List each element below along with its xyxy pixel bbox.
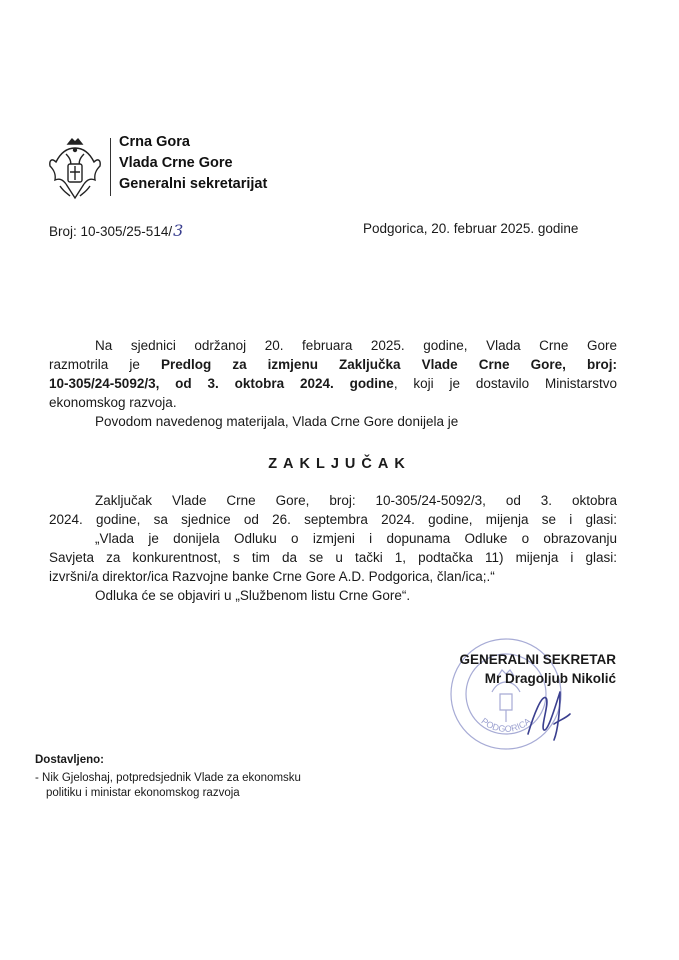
header-government: Vlada Crne Gore [119, 155, 233, 171]
header-country: Crna Gora [119, 134, 190, 150]
whereas-paragraph: Povodom navedenog materijala, Vlada Crne Gore donijela je [95, 414, 459, 429]
delivered-title: Dostavljeno: [35, 754, 105, 766]
decision-line-3: „Vlada je donijela Odluku o izmjeni i dopunama Odluke o obrazovanju [95, 531, 617, 546]
decision-paragraph [49, 491, 617, 605]
decision-line-4: Savjeta za konkurentnost, s tim da se u tački 1, podtačka 11) mijenja i glasi: [49, 550, 617, 565]
signatory-title: GENERALNI SEKRETAR [459, 652, 616, 667]
delivered-item [35, 771, 395, 801]
decision-line-1: Zaključak Vlade Crne Gore, broj: 10-305/24-5092/3, od 3. oktobra [95, 493, 617, 508]
header-divider [110, 138, 111, 196]
signature-block [420, 650, 616, 688]
delivered-line-1: - Nik Gjeloshaj, potpredsjednik Vlade za ekonomsku [35, 772, 301, 784]
handwritten-suffix: 3 [173, 221, 184, 240]
stamp-text: PODGORICA [479, 715, 533, 734]
decision-line-5: izvršni/a direktor/ica Razvojne banke Crne Gore A.D. Podgorica, član/ica;.“ [49, 569, 495, 584]
header-secretariat: Generalni sekretarijat [119, 176, 268, 192]
decision-line-2: 2024. godine, sa sjednice od 26. septembra 2024. godine, mijenja se i glasi: [49, 512, 617, 527]
place-date: Podgorica, 20. februar 2025. godine [363, 221, 579, 236]
decision-title: ZAKLJUČAK [268, 456, 411, 472]
institution-header [119, 132, 267, 195]
intro-line-2: razmotrila je Predlog za izmjenu Zaključka Vlade Crne Gore, broj: [49, 357, 617, 372]
coat-of-arms-icon [46, 136, 104, 202]
intro-line-4: ekonomskog razvoja. [49, 395, 177, 410]
delivered-line-2: politiku i ministar ekonomskog razvoja [46, 787, 240, 799]
intro-line-1: Na sjednici održanoj 20. februara 2025. godine, Vlada Crne Gore [95, 338, 617, 353]
handwritten-signature-icon [520, 684, 580, 746]
reference-number [49, 221, 183, 240]
signatory-name: Mr Dragoljub Nikolić [484, 671, 616, 686]
decision-line-6: Odluka će se objaviri u „Službenom listu Crne Gore“. [95, 588, 411, 603]
intro-paragraph [49, 336, 617, 412]
reference-number-text: Broj: 10-305/25-514/ [49, 224, 173, 239]
intro-line-3: 10-305/24-5092/3, od 3. oktobra 2024. godine, koji je dostavilo Ministarstvo [49, 376, 617, 391]
